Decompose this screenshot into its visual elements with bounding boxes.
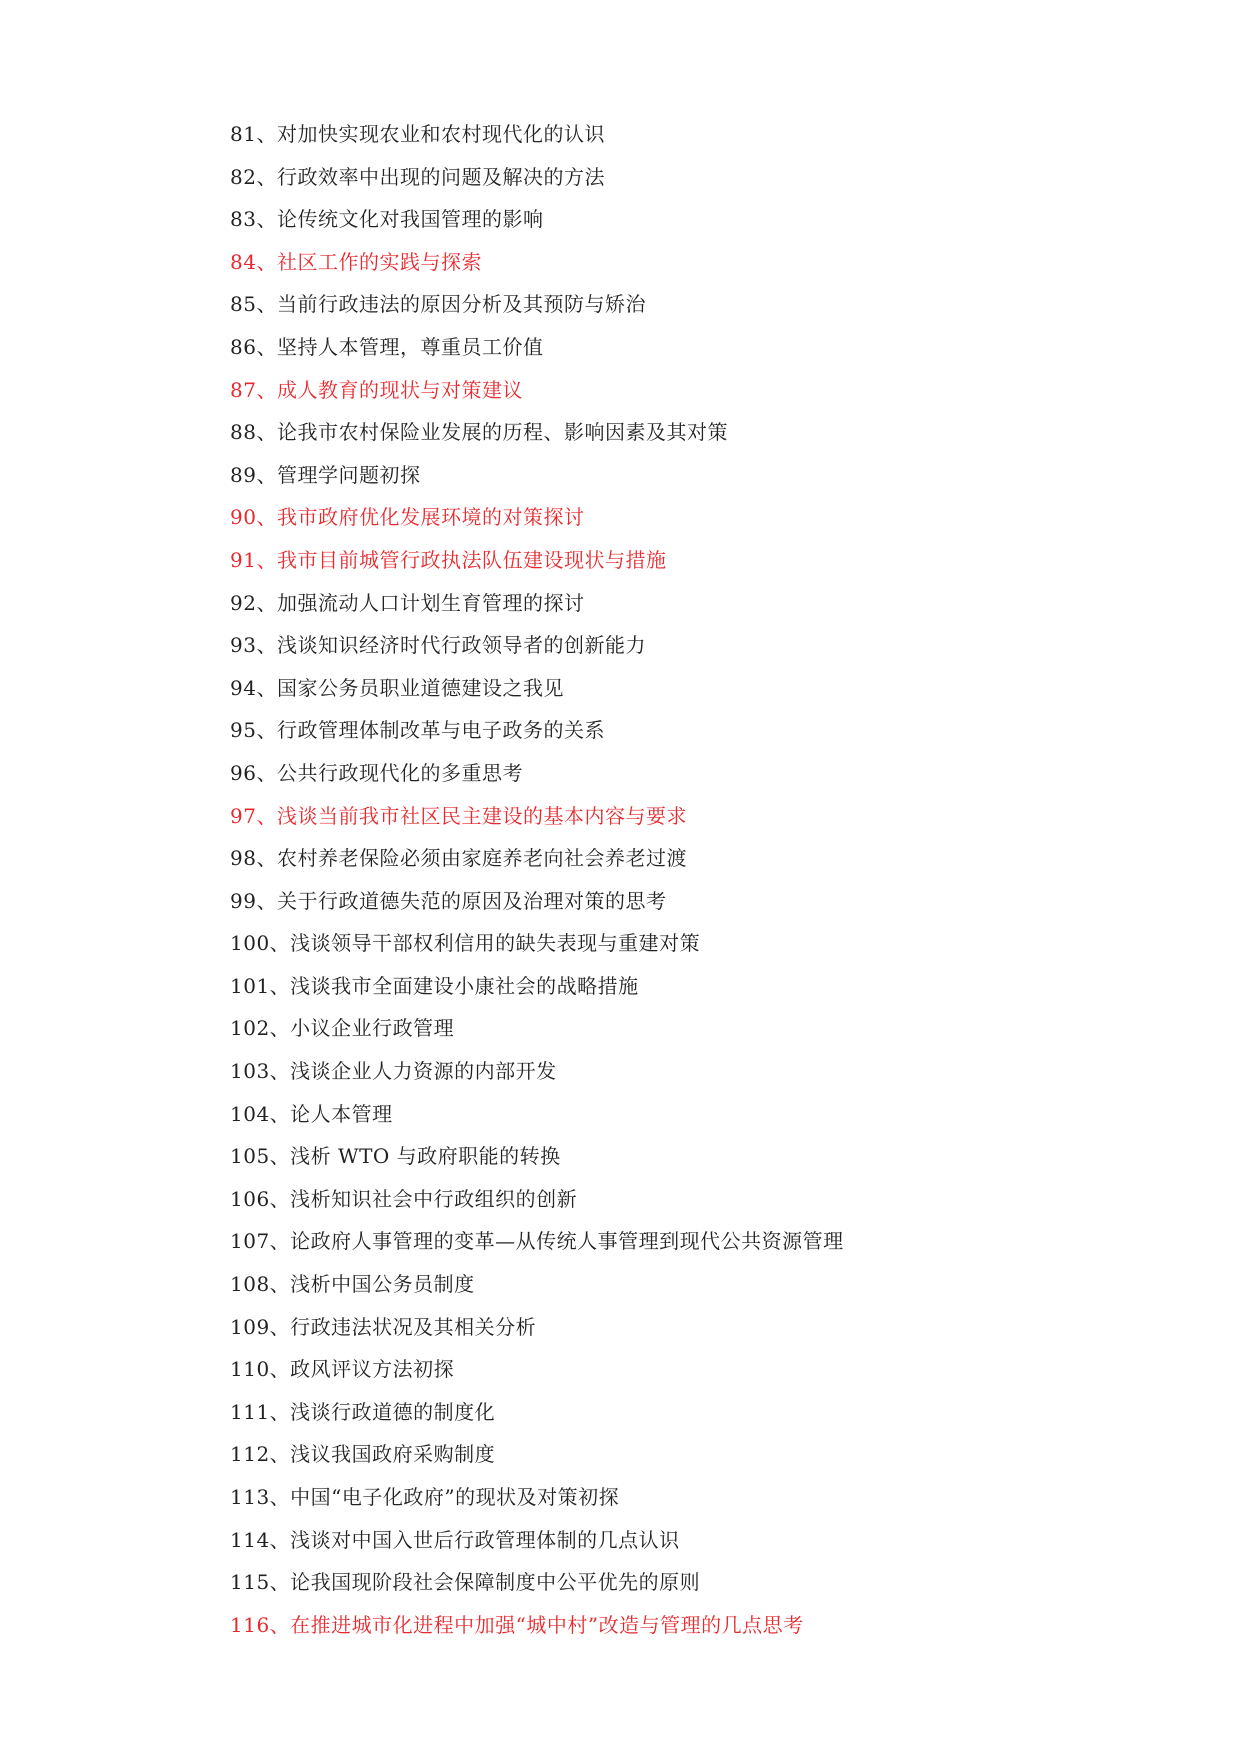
topic-item: 115、论我国现阶段社会保障制度中公平优先的原则 — [230, 1570, 701, 1595]
topic-item: 95、行政管理体制改革与电子政务的关系 — [230, 718, 605, 743]
topic-item-highlighted: 91、我市目前城管行政执法队伍建设现状与措施 — [230, 547, 667, 572]
topic-item: 104、论人本管理 — [230, 1101, 393, 1126]
topic-item: 107、论政府人事管理的变革—从传统人事管理到现代公共资源管理 — [230, 1229, 844, 1254]
topic-item: 85、当前行政违法的原因分析及其预防与矫治 — [230, 292, 646, 317]
topic-item: 89、管理学问题初探 — [230, 462, 421, 487]
topic-item: 110、政风评议方法初探 — [230, 1357, 455, 1382]
topic-item: 99、关于行政道德失范的原因及治理对策的思考 — [230, 888, 667, 913]
topic-item: 86、坚持人本管理，尊重员工价值 — [230, 334, 544, 359]
topic-item: 83、论传统文化对我国管理的影响 — [230, 207, 544, 232]
topic-item: 109、行政违法状况及其相关分析 — [230, 1314, 537, 1339]
topic-item-highlighted: 90、我市政府优化发展环境的对策探讨 — [230, 505, 585, 530]
topic-item: 101、浅谈我市全面建设小康社会的战略措施 — [230, 973, 639, 998]
topic-item: 113、中国“电子化政府”的现状及对策初探 — [230, 1485, 620, 1509]
topic-item: 98、农村养老保险必须由家庭养老向社会养老过渡 — [230, 846, 687, 871]
topic-item-highlighted: 84、社区工作的实践与探索 — [230, 249, 482, 274]
topic-list — [230, 113, 844, 1646]
topic-item: 102、小议企业行政管理 — [230, 1016, 455, 1041]
topic-item: 106、浅析知识社会中行政组织的创新 — [230, 1186, 578, 1211]
topic-item: 100、浅谈领导干部权利信用的缺失表现与重建对策 — [230, 931, 701, 956]
topic-item: 111、浅谈行政道德的制度化 — [230, 1399, 496, 1424]
topic-item: 92、加强流动人口计划生育管理的探讨 — [230, 590, 585, 615]
topic-item: 112、浅议我国政府采购制度 — [230, 1442, 496, 1467]
topic-item: 93、浅谈知识经济时代行政领导者的创新能力 — [230, 633, 646, 658]
topic-item: 94、国家公务员职业道德建设之我见 — [230, 675, 564, 700]
topic-item: 105、浅析 WTO 与政府职能的转换 — [230, 1144, 561, 1169]
topic-item: 82、行政效率中出现的问题及解决的方法 — [230, 164, 605, 189]
topic-item: 96、公共行政现代化的多重思考 — [230, 760, 523, 785]
topic-item: 114、浅谈对中国入世后行政管理体制的几点认识 — [230, 1527, 680, 1552]
topic-item: 108、浅析中国公务员制度 — [230, 1272, 475, 1297]
topic-item: 88、论我市农村保险业发展的历程、影响因素及其对策 — [230, 420, 728, 445]
topic-item-highlighted: 97、浅谈当前我市社区民主建设的基本内容与要求 — [230, 803, 687, 828]
topic-item: 103、浅谈企业人力资源的内部开发 — [230, 1059, 557, 1084]
topic-item: 81、对加快实现农业和农村现代化的认识 — [230, 122, 605, 146]
topic-item-highlighted: 87、成人教育的现状与对策建议 — [230, 377, 523, 402]
topic-item-highlighted: 116、在推进城市化进程中加强“城中村”改造与管理的几点思考 — [230, 1612, 804, 1637]
